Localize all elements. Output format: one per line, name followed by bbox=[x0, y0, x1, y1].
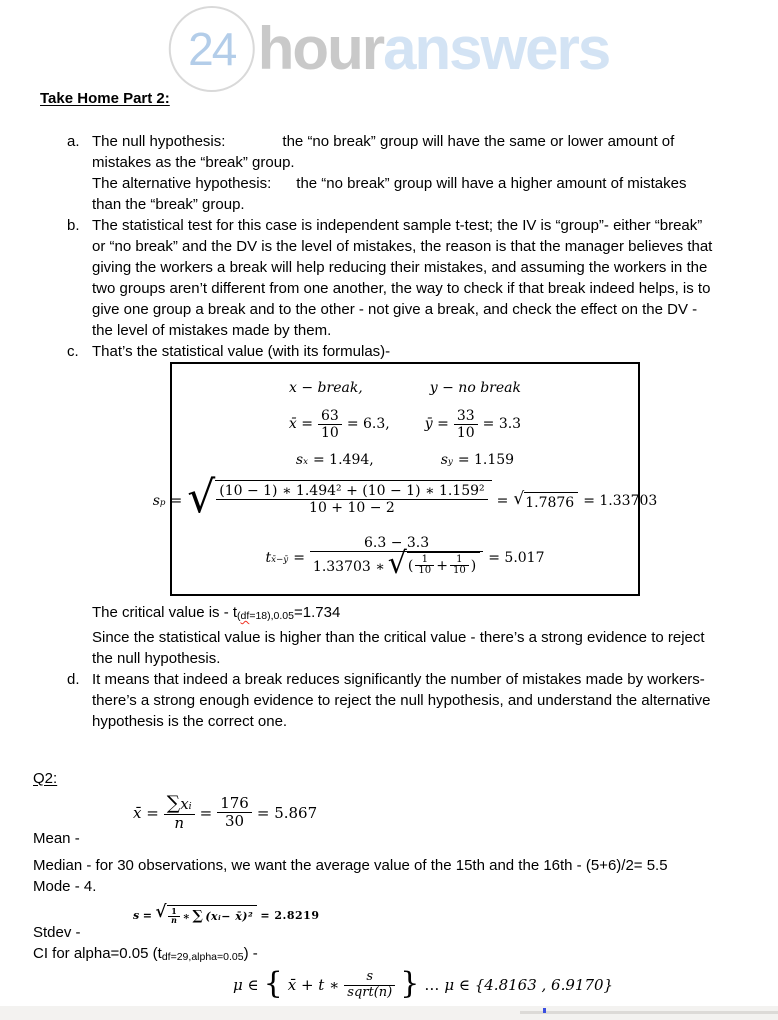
list-body-d bbox=[92, 669, 718, 732]
fraction-numerator bbox=[164, 793, 195, 815]
interval-expression: x̄ + t ∗ bbox=[287, 976, 340, 995]
list-body-c bbox=[92, 341, 718, 669]
radical-icon: √ bbox=[187, 471, 216, 523]
list-item-d bbox=[67, 669, 718, 732]
fraction-denominator: 10 bbox=[450, 565, 469, 577]
mean-label: Mean - bbox=[33, 829, 80, 847]
ci-text-end: ) - bbox=[243, 944, 258, 962]
fraction-denominator: 10 bbox=[454, 424, 478, 441]
sp-result: = 1.33703 bbox=[583, 493, 658, 510]
document-body bbox=[0, 88, 778, 1001]
term-rest: − x̄)² bbox=[221, 910, 254, 924]
deviation-term bbox=[205, 910, 253, 923]
subscript: y bbox=[447, 456, 453, 467]
logo-24houranswers bbox=[169, 6, 609, 92]
fraction-denominator bbox=[310, 545, 483, 582]
critical-value-line bbox=[92, 602, 718, 627]
list-marker-a: a. bbox=[67, 133, 80, 150]
mode-line: Mode - 4. bbox=[33, 877, 97, 895]
subscript-paren: ( bbox=[237, 609, 241, 622]
square-root bbox=[155, 901, 257, 926]
term-open: (x bbox=[205, 910, 219, 924]
mean-formula bbox=[133, 793, 317, 833]
fraction-numerator: 1 bbox=[421, 553, 428, 565]
sy-value: = 1.159 bbox=[457, 451, 515, 468]
fraction-numerator: 1 bbox=[456, 553, 463, 565]
list-marker-b: b. bbox=[67, 217, 80, 234]
ybar-lhs: ȳ = bbox=[424, 415, 449, 432]
sum-fraction bbox=[164, 793, 195, 833]
radicand: 1.7876 bbox=[524, 492, 578, 512]
one-over-n-fraction bbox=[168, 908, 180, 926]
stdev-result: = 2.8219 bbox=[260, 908, 320, 922]
sx-value: = 1.494, bbox=[313, 451, 374, 468]
critical-value-text: The critical value is - t bbox=[92, 603, 238, 621]
xbar-lhs: x̄ = bbox=[133, 803, 159, 822]
paren-close: ) bbox=[470, 557, 477, 574]
pooled-fraction bbox=[216, 483, 487, 516]
t-result: = 5.017 bbox=[488, 549, 545, 566]
square-root bbox=[387, 545, 480, 582]
y-definition: y − no break bbox=[429, 380, 521, 396]
fraction-numerator: 6.3 − 3.3 bbox=[363, 534, 430, 551]
equals-sign: = bbox=[496, 493, 509, 510]
xbar-lhs: x̄ = bbox=[288, 415, 313, 432]
alt-hypothesis-label: The alternative hypothesis: bbox=[92, 175, 272, 192]
null-hypothesis-text: the “no break” group will have the same or lower amount of mistakes as the “break” group. bbox=[92, 133, 675, 171]
variable: s bbox=[295, 451, 304, 468]
t-statistic-line bbox=[265, 535, 544, 582]
page-bottom-shadow bbox=[520, 1011, 778, 1014]
fraction-denominator: 10 + 10 − 2 bbox=[216, 499, 487, 516]
s-variable: s bbox=[133, 908, 140, 922]
null-hypothesis-label: The null hypothesis: bbox=[92, 133, 226, 150]
one-over-n-fraction bbox=[415, 555, 434, 577]
equals-sign: = bbox=[199, 803, 213, 822]
ci-subscript: df=29,alpha=0.05 bbox=[161, 950, 244, 963]
subscript: p bbox=[159, 498, 166, 509]
brace-open: { bbox=[263, 966, 283, 1002]
equals-sign: = bbox=[293, 549, 305, 566]
list-item-c bbox=[67, 341, 718, 669]
confidence-interval-formula bbox=[233, 966, 718, 1002]
variable: t bbox=[265, 549, 272, 566]
list-body-a bbox=[92, 131, 718, 215]
null-hypothesis-paragraph bbox=[92, 131, 718, 173]
alt-hypothesis-paragraph bbox=[92, 173, 718, 215]
subscript: x̄−ȳ bbox=[271, 554, 289, 565]
radicand bbox=[407, 552, 480, 577]
subscript: i bbox=[188, 800, 192, 812]
formula-box bbox=[152, 362, 658, 596]
variable: s bbox=[440, 451, 448, 468]
q2-heading: Q2: bbox=[33, 769, 58, 787]
logo-text-answers: answers bbox=[383, 15, 610, 82]
stdev-formula bbox=[133, 901, 320, 926]
fraction-denominator: n bbox=[164, 814, 195, 832]
means-line bbox=[289, 408, 521, 441]
statistical-value-intro: That’s the statistical value (with its formulas)- bbox=[92, 343, 391, 360]
page-title: Take Home Part 2: bbox=[40, 90, 170, 107]
coefficient: 1.33703 ∗ bbox=[312, 558, 385, 575]
logo-number: 24 bbox=[188, 23, 236, 75]
fraction-numerator: 1 bbox=[171, 906, 178, 916]
stdev-row bbox=[33, 903, 718, 943]
sigma-icon: ∑ bbox=[166, 792, 181, 814]
spellcheck-underline-df: df bbox=[240, 609, 250, 622]
fraction-denominator: 30 bbox=[217, 812, 252, 830]
fraction-denominator: n bbox=[168, 916, 180, 925]
xbar-fraction bbox=[318, 408, 342, 441]
radical-icon: √ bbox=[513, 488, 525, 509]
pooled-sd-line bbox=[152, 471, 658, 524]
radical-icon: √ bbox=[155, 901, 168, 922]
equals-sign: = bbox=[170, 493, 183, 510]
text-cursor bbox=[543, 1008, 546, 1013]
one-over-n-fraction bbox=[450, 555, 469, 577]
equals-sign: = bbox=[142, 908, 153, 922]
fraction-denominator: 10 bbox=[415, 565, 434, 577]
fraction-numerator: (10 − 1) ∗ 1.494² + (10 − 1) ∗ 1.159² bbox=[219, 482, 485, 499]
fraction-numerator: 176 bbox=[220, 794, 249, 813]
radicand bbox=[167, 905, 257, 926]
paren-open: ( bbox=[407, 557, 414, 574]
list-marker-c: c. bbox=[67, 343, 79, 360]
value-fraction bbox=[217, 795, 252, 831]
sy-symbol bbox=[441, 452, 453, 469]
stddevs-line bbox=[296, 452, 514, 469]
conclusion-paragraph: Since the statistical value is higher than the critical value - there’s a strong evidence to reject the null hypothesis. bbox=[92, 628, 705, 667]
t-symbol bbox=[265, 550, 288, 567]
t-fraction bbox=[310, 535, 483, 582]
ybar-fraction bbox=[454, 408, 478, 441]
list-marker-d: d. bbox=[67, 670, 80, 688]
xbar-result: = 6.3, bbox=[346, 415, 390, 432]
brace-close: } bbox=[400, 966, 420, 1002]
logo-circle bbox=[169, 6, 255, 92]
fraction-numerator: 63 bbox=[320, 407, 339, 424]
square-root bbox=[513, 488, 578, 512]
x-definition: x − break, bbox=[289, 380, 363, 396]
ybar-result: = 3.3 bbox=[482, 415, 522, 432]
sp-symbol bbox=[153, 493, 166, 510]
variable: s bbox=[152, 493, 160, 510]
list-item-b bbox=[67, 215, 718, 341]
critical-value-subscript bbox=[237, 610, 294, 622]
interpretation-paragraph: It means that indeed a break reduces significantly the number of mistakes made by workers- there’s a strong enough evidence to reject the null hypothesis, and understand the alternative hypothesis is the correct one. bbox=[92, 670, 711, 730]
fraction-numerator: 33 bbox=[456, 407, 475, 424]
question-2-section bbox=[33, 768, 718, 1001]
definitions-line bbox=[289, 380, 521, 397]
mean-row bbox=[33, 791, 718, 855]
fraction-numerator: s bbox=[366, 968, 374, 984]
logo-text-hour: hour bbox=[257, 15, 384, 82]
square-root bbox=[187, 471, 491, 524]
ci-text: CI for alpha=0.05 (t bbox=[33, 944, 162, 962]
subscript: x bbox=[303, 456, 308, 467]
variable: x bbox=[180, 794, 189, 813]
radical-icon: √ bbox=[387, 545, 407, 581]
radicand bbox=[215, 480, 491, 516]
mu-in: μ ∈ bbox=[233, 976, 259, 995]
alt-hypothesis-text: the “no break” group will have a higher amount of mistakes than the “break” group. bbox=[92, 175, 687, 213]
mean-result: = 5.867 bbox=[256, 803, 318, 822]
times-sign: ∗ bbox=[182, 910, 191, 924]
sx-symbol bbox=[296, 452, 308, 469]
fraction-denominator: sqrt(n) bbox=[344, 985, 395, 1001]
subscript: i bbox=[218, 914, 222, 923]
median-line: Median - for 30 observations, we want the average value of the 15th and the 16th - (5+6)/2= 5.5 bbox=[33, 856, 668, 874]
stdev-label: Stdev - bbox=[33, 923, 81, 941]
fraction-denominator: 10 bbox=[318, 424, 342, 441]
plus-sign: + bbox=[436, 557, 448, 574]
s-over-sqrtn-fraction bbox=[344, 970, 395, 1001]
critical-value-result: =1.734 bbox=[293, 603, 341, 621]
statistical-test-paragraph: The statistical test for this case is independent sample t-test; the IV is “group”- either “break” or “no break” and the DV is the level of mistakes, the reason is that the manager believes that giving the workers a break will help reducing their mistakes, and assuming the workers in the two groups aren’t different from one another, the way to check if that break indeed helps, is to give one group a break and to the other - not give a break, and check the effect on the DV - the level of mistakes made by them. bbox=[92, 217, 713, 339]
list-body-b bbox=[92, 215, 718, 341]
sigma-icon: ∑ bbox=[192, 908, 204, 925]
answer-list bbox=[67, 131, 718, 732]
list-item-a bbox=[67, 131, 718, 215]
ci-line bbox=[33, 943, 718, 968]
interval-result: μ ∈ {4.8163 , 6.9170} bbox=[444, 976, 614, 995]
ellipsis: … bbox=[424, 976, 440, 995]
subscript-rest: =18),0.05 bbox=[249, 609, 294, 622]
